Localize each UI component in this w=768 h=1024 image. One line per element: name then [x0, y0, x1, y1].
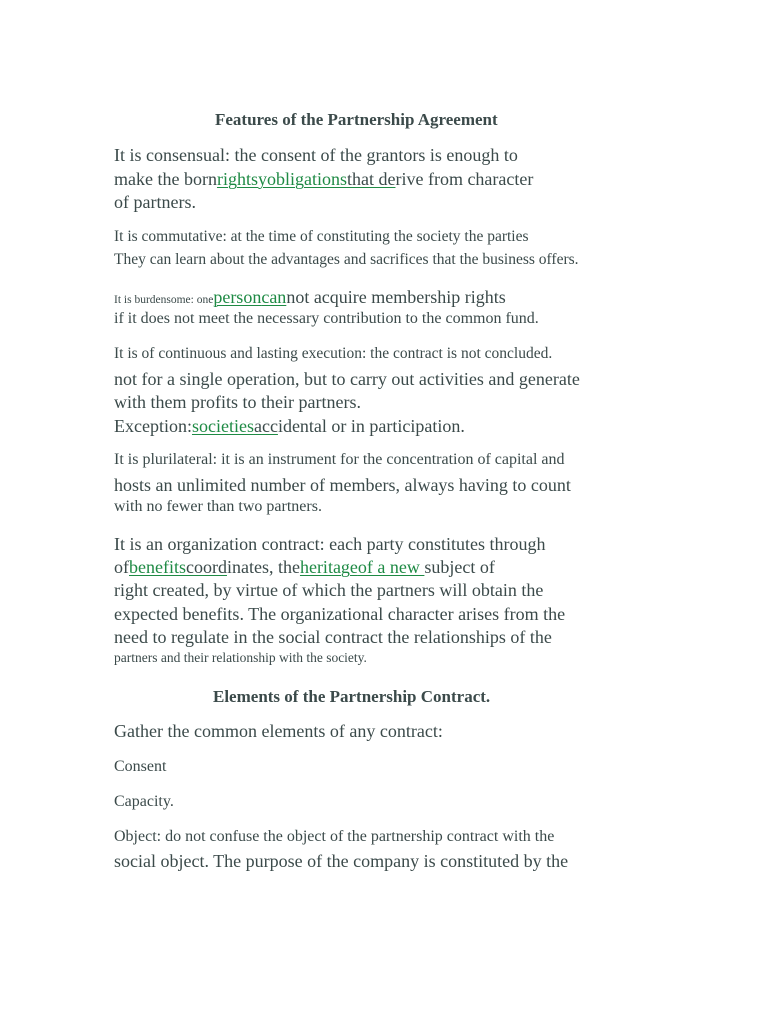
link-person[interactable]: person	[213, 287, 262, 307]
p5-line2: hosts an unlimited number of members, always having to count	[114, 475, 571, 495]
p4-line1: It is of continuous and lasting execution: the contract is not concluded.	[114, 345, 553, 362]
p10-line1: Object: do not confuse the object of the partnership contract with the	[114, 828, 555, 845]
p1-line2	[114, 170, 533, 188]
p1-line1: It is consensual: the consent of the grantors is enough to	[114, 145, 518, 165]
p3-line1-rest: not acquire membership rights	[286, 287, 506, 307]
p7: Gather the common elements of any contract:	[114, 721, 443, 741]
link-can[interactable]: can	[261, 287, 287, 307]
p6-line2-text-b: inates, the	[226, 557, 300, 577]
p6-line3: right created, by virtue of which the partners will obtain the	[114, 580, 544, 600]
p3-line1-small: It is burdensome: one	[114, 294, 214, 306]
p9: Capacity.	[114, 793, 174, 810]
p6-line4: expected benefits. The organizational character arises from the	[114, 604, 566, 624]
link-societies[interactable]: societies	[191, 416, 254, 436]
p4-line4-text-b: idental or in participation.	[277, 416, 465, 436]
p2-line1: It is commutative: at the time of constituting the society the parties	[114, 228, 529, 245]
p1-line2-text-a: make the born	[114, 169, 217, 189]
p4-line3: with them profits to their partners.	[114, 392, 361, 412]
link-heritage[interactable]: heritage	[299, 557, 358, 577]
heading-features: Features of the Partnership Agreement	[215, 110, 498, 129]
p6-line2	[114, 558, 495, 576]
p10-line2: social object. The purpose of the company is constituted by the	[114, 851, 569, 871]
p5-line3: with no fewer than two partners.	[114, 498, 322, 515]
p6-line2-text-c: subject of	[424, 557, 495, 577]
p1-line3: of partners.	[114, 192, 196, 212]
link-obligations[interactable]: obligations	[266, 169, 347, 189]
p6-line2-text-a: of	[114, 557, 129, 577]
p3-line2: if it does not meet the necessary contribution to the common fund.	[114, 310, 539, 327]
p2-line2: They can learn about the advantages and sacrifices that the business offers.	[114, 251, 579, 268]
p1-line2-underlined: that de	[346, 169, 396, 189]
p6-line5: need to regulate in the social contract the relationships of the	[114, 627, 552, 647]
p6-line2-underlined-1: coord	[185, 557, 227, 577]
heading-elements: Elements of the Partnership Contract.	[213, 687, 491, 706]
p6-line6: partners and their relationship with the society.	[114, 650, 367, 665]
p6-line1: It is an organization contract: each party constitutes through	[114, 534, 546, 554]
link-rights[interactable]: rights	[216, 169, 258, 189]
p4-line4-underlined: acc	[253, 416, 278, 436]
p4-line4	[114, 417, 465, 435]
p1-line2-text-b: rive from character	[395, 169, 534, 189]
p3-line1	[114, 288, 506, 307]
link-benefits[interactable]: benefits	[129, 557, 186, 577]
p5-line1: It is plurilateral: it is an instrument for the concentration of capital and	[114, 451, 565, 468]
link-of-a-new[interactable]: of a new	[357, 557, 425, 577]
p4-line4-text-a: Exception:	[114, 416, 192, 436]
p8: Consent	[114, 758, 167, 775]
link-y[interactable]: y	[257, 169, 267, 189]
p4-line2: not for a single operation, but to carry out activities and generate	[114, 369, 580, 389]
